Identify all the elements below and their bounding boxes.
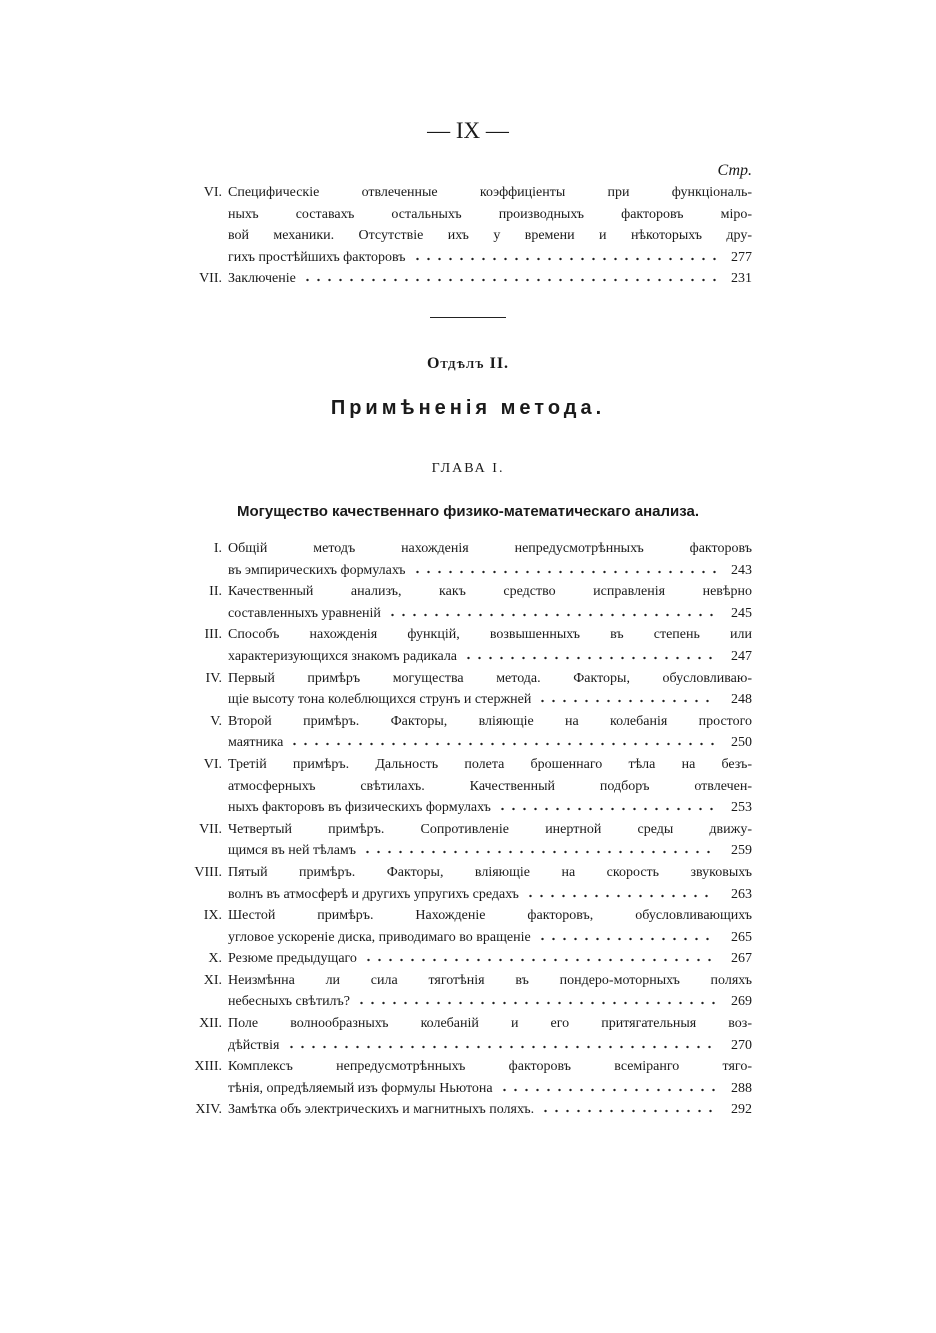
entry-last-line — [228, 840, 752, 862]
dot-leader — [537, 693, 716, 703]
entry-page-number: 269 — [731, 994, 752, 1010]
entry-body — [228, 581, 752, 624]
entry-body — [228, 970, 752, 1013]
entry-page-number: 265 — [731, 929, 752, 945]
dot-leader — [286, 1039, 717, 1049]
chapter-label: ГЛАВА I. — [431, 461, 505, 476]
toc-entry — [180, 711, 752, 754]
entry-text-line: Заключеніе — [228, 271, 296, 287]
entry-text-line: Неизмѣнна ли сила тяготѣнія въ пондеро-моторныхъ поляхъ — [228, 972, 752, 988]
page-column-label: Стр. — [717, 162, 752, 179]
entry-body — [228, 862, 752, 905]
entry-text-line: Шестой примѣръ. Нахожденіе факторовъ, обусловливающихъ — [228, 908, 752, 924]
toc-entry — [180, 1013, 752, 1056]
entry-text-line: маятника — [228, 735, 284, 751]
entry-page-number: 250 — [731, 735, 752, 751]
entry-text-line: Качественный анализъ, какъ средство исправленія невѣрно — [228, 584, 752, 600]
section-divider — [430, 317, 506, 318]
toc-entry — [180, 970, 752, 1013]
entry-page-number: 292 — [731, 1102, 752, 1118]
entry-text-line: Первый примѣръ могущества метода. Факторы, обусловливаю- — [228, 670, 752, 686]
entry-text-line: составленныхъ уравненій — [228, 605, 381, 621]
dot-leader — [463, 650, 716, 660]
entry-numeral: XI. — [203, 972, 222, 988]
entry-numeral: IX. — [203, 908, 222, 924]
entry-body — [228, 182, 752, 268]
entry-last-line — [228, 247, 752, 269]
entry-numeral: V. — [210, 713, 222, 729]
entry-last-line — [228, 268, 752, 290]
dot-leader — [525, 888, 716, 898]
entry-text-line: характеризующихся знакомъ радикала — [228, 648, 458, 664]
entry-numeral: XIV. — [195, 1102, 222, 1118]
entry-page-number: 248 — [731, 692, 752, 708]
entry-body — [228, 754, 752, 819]
section-title: Примѣненія метода. — [330, 397, 606, 419]
entry-page-number: 277 — [731, 249, 752, 265]
toc-entry — [180, 905, 752, 948]
entry-text-line: атмосферныхъ свѣтилахъ. Качественный подборъ отвлечен- — [228, 778, 752, 794]
entry-numeral: II. — [209, 584, 222, 600]
toc-entry — [180, 668, 752, 711]
entry-page-number: 245 — [731, 605, 752, 621]
toc-entry — [180, 268, 752, 290]
entry-page-number: 231 — [731, 271, 752, 287]
toc-previous-entries — [180, 182, 752, 290]
entry-text-line: Общій методъ нахожденія непредусмотрѣнныхъ факторовъ — [228, 541, 752, 556]
entry-text-line: Пятый примѣръ. Факторы, вліяющіе на скорость звуковыхъ — [228, 864, 752, 880]
toc-entry — [180, 182, 752, 268]
toc-chapter-entries — [180, 538, 752, 1121]
entry-last-line — [228, 603, 752, 625]
entry-text-line: щимся въ ней тѣламъ — [228, 843, 357, 859]
toc-entry — [180, 1056, 752, 1099]
chapter-title: Могущество качественнаго физико-математическаго анализа. — [236, 503, 700, 520]
dot-leader — [289, 736, 716, 746]
entry-numeral: VII. — [199, 271, 222, 287]
entry-text-line: гихъ простѣйшихъ факторовъ — [228, 249, 406, 265]
entry-text-line: ныхъ составахъ остальныхъ производныхъ факторовъ міро- — [228, 206, 752, 222]
entry-page-number: 263 — [731, 886, 752, 902]
dot-leader — [363, 952, 716, 962]
toc-entry — [180, 538, 752, 581]
dot-leader — [499, 1082, 716, 1092]
entry-text-line: Поле волнообразныхъ колебаній и его притягательныя воз- — [228, 1016, 752, 1032]
entry-text-line: Комплексъ непредусмотрѣнныхъ факторовъ всеміранго тяго- — [228, 1059, 752, 1075]
entry-body — [228, 1013, 752, 1056]
toc-entry — [180, 754, 752, 819]
entry-numeral: VI. — [203, 756, 222, 772]
dot-leader — [387, 607, 716, 617]
entry-last-line — [228, 1099, 752, 1121]
page-number: — IX — — [427, 118, 509, 143]
entry-last-line — [228, 948, 752, 970]
dot-leader — [537, 931, 716, 941]
entry-numeral: IV. — [205, 670, 222, 686]
dot-leader — [356, 995, 716, 1005]
entry-body — [228, 905, 752, 948]
entry-numeral: VII. — [199, 821, 222, 837]
toc-entry — [180, 1099, 752, 1121]
entry-body — [228, 1099, 752, 1121]
toc-entry — [180, 948, 752, 970]
entry-text-line: Второй примѣръ. Факторы, вліяющіе на колебанія простого — [228, 713, 752, 729]
entry-page-number: 247 — [731, 648, 752, 664]
entry-numeral: VI. — [203, 185, 222, 200]
dot-leader — [412, 251, 716, 261]
entry-last-line — [228, 1035, 752, 1057]
entry-text-line: Третій примѣръ. Дальность полета брошеннаго тѣла на безъ- — [228, 756, 752, 772]
entry-body — [228, 1056, 752, 1099]
entry-text-line: волнъ въ атмосферѣ и другихъ упругихъ средахъ — [228, 886, 519, 902]
entry-page-number: 253 — [731, 800, 752, 816]
entry-body — [228, 819, 752, 862]
entry-numeral: X. — [208, 951, 222, 967]
entry-last-line — [228, 927, 752, 949]
entry-text-line: вой механики. Отсутствіе ихъ у времени и нѣкоторыхъ дру- — [228, 228, 752, 244]
entry-page-number: 288 — [731, 1080, 752, 1096]
entry-text-line: въ эмпирическихъ формулахъ — [228, 562, 406, 578]
section-label: Отдѣлъ II. — [426, 355, 510, 372]
entry-text-line: Четвертый примѣръ. Сопротивленіе инертной среды движу- — [228, 821, 752, 837]
entry-last-line — [228, 689, 752, 711]
entry-last-line — [228, 1078, 752, 1100]
entry-body — [228, 711, 752, 754]
toc-entry — [180, 581, 752, 624]
toc-entry — [180, 862, 752, 905]
dot-leader — [540, 1103, 716, 1113]
entry-numeral: XII. — [199, 1016, 222, 1032]
entry-text-line: угловое ускореніе диска, приводимаго во вращеніе — [228, 929, 531, 945]
entry-last-line — [228, 646, 752, 668]
entry-numeral: III. — [204, 627, 222, 643]
entry-body — [228, 624, 752, 667]
entry-last-line — [228, 797, 752, 819]
dot-leader — [302, 272, 716, 282]
entry-text-line: тѣнія, опредѣляемый изъ формулы Ньютона — [228, 1080, 493, 1096]
toc-entry — [180, 819, 752, 862]
entry-body — [228, 268, 752, 290]
entry-text-line: Замѣтка объ электрическихъ и магнитныхъ поляхъ. — [228, 1102, 535, 1118]
entry-text-line: ныхъ факторовъ въ физическихъ формулахъ — [228, 800, 491, 816]
entry-text-line: щіе высоту тона колеблющихся струнъ и стержней — [228, 692, 532, 708]
entry-last-line — [228, 732, 752, 754]
entry-body — [228, 668, 752, 711]
entry-text-line: дѣйствія — [228, 1037, 280, 1053]
entry-page-number: 270 — [731, 1037, 752, 1053]
entry-body — [228, 538, 752, 581]
dot-leader — [362, 844, 716, 854]
entry-last-line — [228, 991, 752, 1013]
entry-text-line: небесныхъ свѣтилъ? — [228, 994, 351, 1010]
entry-numeral: XIII. — [194, 1059, 222, 1075]
entry-last-line — [228, 884, 752, 906]
entry-page-number: 259 — [731, 843, 752, 859]
entry-page-number: 267 — [731, 951, 752, 967]
entry-body — [228, 948, 752, 970]
dot-leader — [412, 564, 716, 574]
entry-numeral: VIII. — [194, 864, 222, 880]
entry-text-line: Способъ нахожденія функцій, возвышенныхъ въ степень или — [228, 627, 752, 643]
toc-entry — [180, 624, 752, 667]
entry-text-line: Специфическіе отвлеченные коэффиціенты при функціональ- — [228, 185, 752, 200]
dot-leader — [497, 801, 716, 811]
entry-numeral: I. — [213, 541, 222, 556]
entry-last-line — [228, 560, 752, 582]
entry-text-line: Резюме предыдущаго — [228, 951, 357, 967]
entry-page-number: 243 — [731, 562, 752, 578]
